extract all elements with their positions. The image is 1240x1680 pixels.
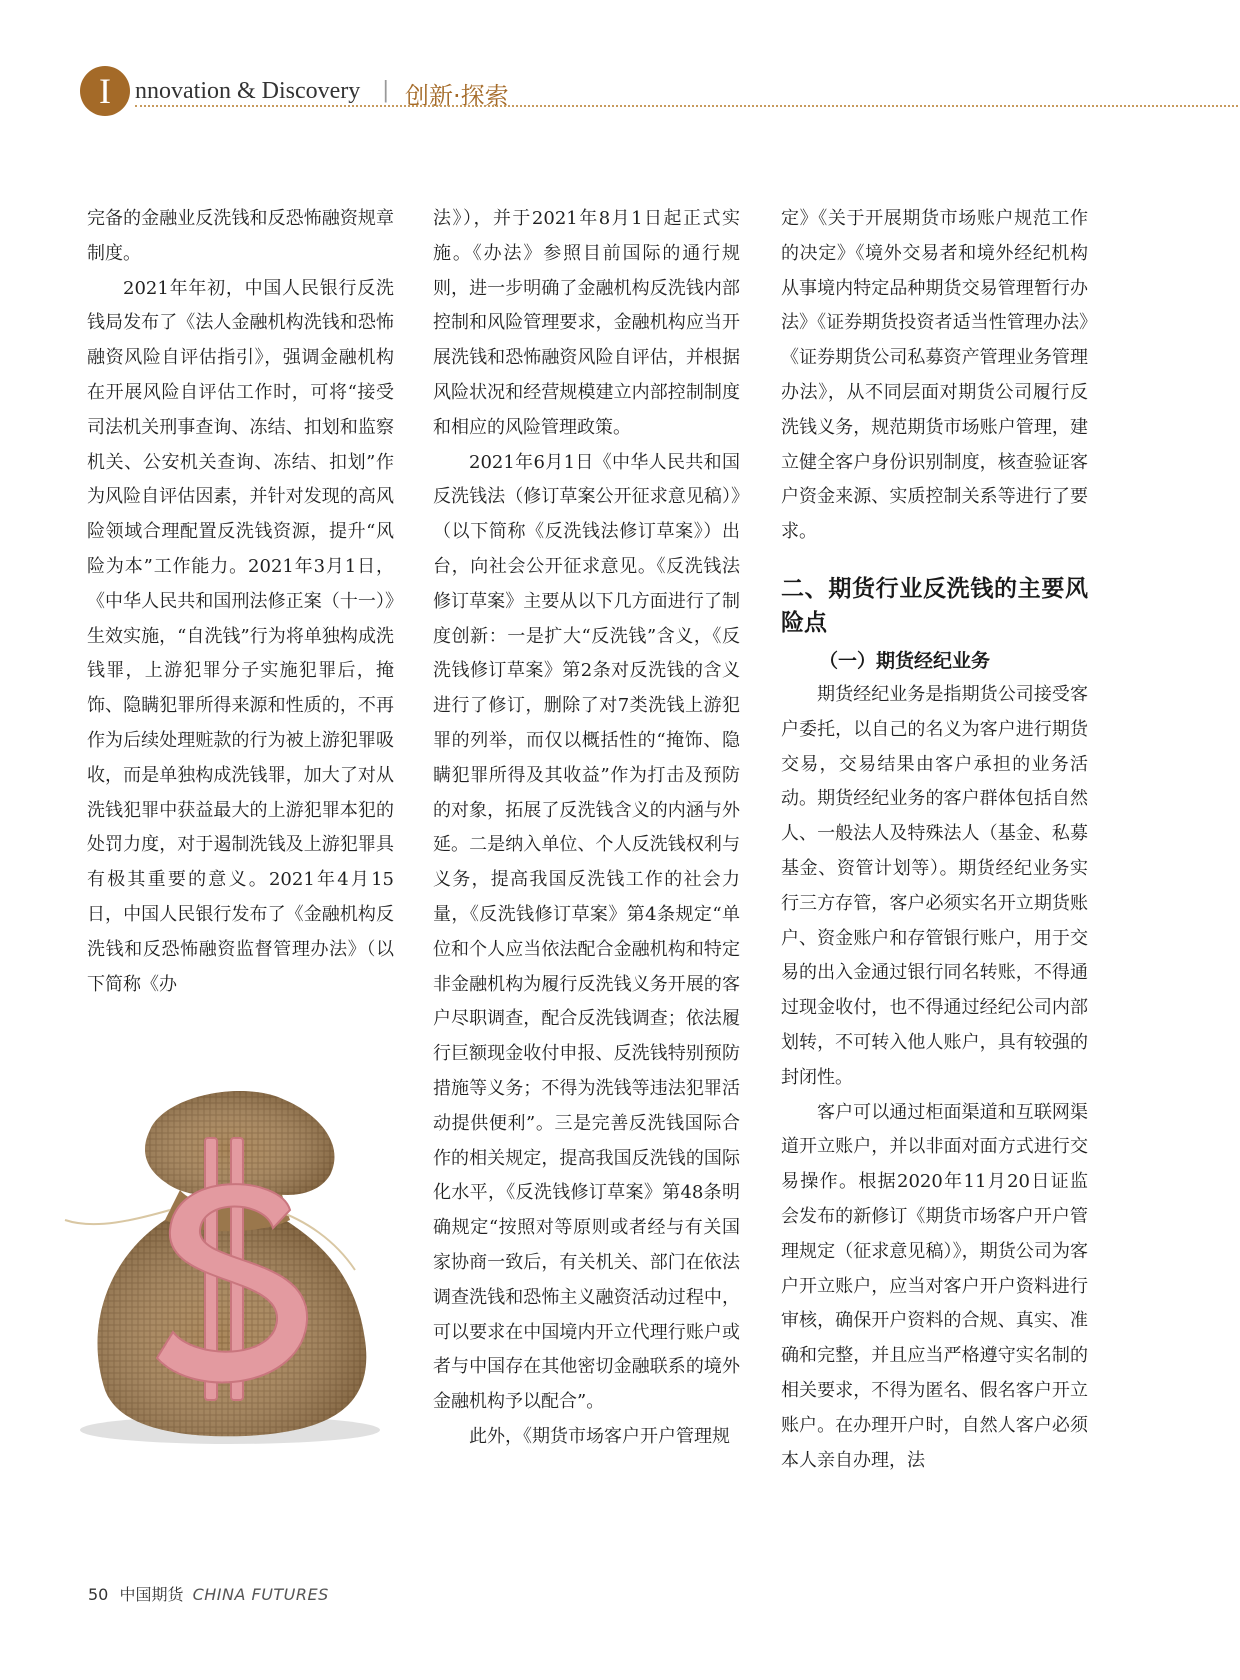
page-footer (88, 1582, 329, 1605)
paragraph: 此外，《期货市场客户开户管理规 (469, 1425, 730, 1447)
paragraph: 2021年年初，中国人民银行反洗钱局发布了《法人金融机构洗钱和恐怖融资风险自评估指引》，强调金融机构在开展风险自评估工作时，可将“接受司法机关刑事查询、冻结、扣划和监察机关、公安机关查询、冻结、扣划”作为风险自评估因素，并针对发现的高风险领域合理配置反洗钱资源，提升“风险为本”工作能力。2021年3月1日，《中华人民共和国刑法修正案（十一）》生效实施，“自洗钱”行为将单独构成洗钱罪，上游犯罪分子实施犯罪后，掩饰、隐瞒犯罪所得来源和性质的，不再作为后续处理赃款的行为被上游犯罪吸收，而是单独构成洗钱罪，加大了对从洗钱犯罪中获益最大的上游犯罪本犯的处罚力度，对于遏制洗钱及上游犯罪具有极其重要的意义。2021年4月15日，中国人民银行发布了《金融机构反洗钱和反恐怖融资监督管理办法》（以下简称《办 (87, 277, 394, 995)
page-header (80, 60, 1240, 120)
text-column-2 (433, 202, 740, 1455)
text-column-3 (781, 202, 1088, 1478)
money-bag-illustration (45, 1070, 405, 1450)
paragraph: 2021年6月1日《中华人民共和国反洗钱法（修订草案公开征求意见稿）》（以下简称《反洗钱法修订草案》）出台，向社会公开征求意见。《反洗钱法修订草案》主要从以下几方面进行了制度创新：一是扩大“反洗钱”含义，《反洗钱修订草案》第2条对反洗钱的含义进行了修订，删除了对7类洗钱上游犯罪的列举，而仅以概括性的“掩饰、隐瞒犯罪所得及其收益”作为打击及预防的对象，拓展了反洗钱含义的内涵与外延。二是纳入单位、个人反洗钱权利与义务，提高我国反洗钱工作的社会力量，《反洗钱修订草案》第4条规定“单位和个人应当依法配合金融机构和特定非金融机构为履行反洗钱义务开展的客户尽职调查，配合反洗钱调查；依法履行巨额现金收付申报、反洗钱特别预防措施等义务；不得为洗钱等违法犯罪活动提供便利”。三是完善反洗钱国际合作的相关规定，提高我国反洗钱的国际化水平，《反洗钱修订草案》第48条明确规定“按照对等原则或者经与有关国家协商一致后，有关机关、部门在依法调查洗钱和恐怖主义融资活动过程中，可以要求在中国境内开立代理行账户或者与中国存在其他密切金融联系的境外金融机构予以配合”。 (433, 451, 740, 1413)
paragraph: 客户可以通过柜面渠道和互联网渠道开立账户，并以非面对面方式进行交易操作。根据2020年11月20日证监会发布的新修订《期货市场客户开户管理规定（征求意见稿）》，期货公司为客户开立账户，应当对客户开户资料进行审核，确保开户资料的合规、真实、准确和完整，并且应当严格遵守实名制的相关要求，不得为匿名、假名客户开立账户。在办理开户时，自然人客户必须本人亲自办理，法 (781, 1101, 1088, 1471)
paragraph: 期货经纪业务是指期货公司接受客户委托，以自己的名义为客户进行期货交易，交易结果由客户承担的业务活动。期货经纪业务的客户群体包括自然人、一般法人及特殊法人（基金、私募基金、资管计划等）。期货经纪业务实行三方存管，客户必须实名开立期货账户、资金账户和存管银行账户，用于交易的出入金通过银行同名转账，不得通过现金收付，也不得通过经纪公司内部划转，不可转入他人账户，具有较强的封闭性。 (781, 683, 1088, 1088)
subsection-heading: （一）期货经纪业务 (819, 649, 991, 672)
paragraph: 法》），并于2021年8月1日起正式实施。《办法》参照目前国际的通行规则，进一步明确了金融机构反洗钱内部控制和风险管理要求，金融机构应当开展洗钱和恐怖融资风险自评估，并根据风险状况和经营规模建立内部控制制度和相应的风险管理政策。 (433, 208, 740, 438)
paragraph: 定》《关于开展期货市场账户规范工作的决定》《境外交易者和境外经纪机构从事境内特定品种期货交易管理暂行办法》《证券期货投资者适当性管理办法》《证券期货公司私募资产管理业务管理办法》，从不同层面对期货公司履行反洗钱义务，规范期货市场账户管理，建立健全客户身份识别制度，核查验证客户资金来源、实质控制关系等进行了要求。 (781, 208, 1088, 543)
magazine-name-en: CHINA FUTURES (192, 1585, 329, 1604)
header-dotted-rule (135, 105, 1240, 107)
paragraph: 完备的金融业反洗钱和反恐怖融资规章制度。 (87, 208, 394, 264)
text-column-1 (87, 202, 394, 1002)
section-heading: 二、期货行业反洗钱的主要风险点 (781, 575, 1088, 636)
header-divider: | (382, 78, 390, 103)
series-initial-badge: I (80, 66, 130, 116)
money-bag-icon (45, 1070, 405, 1450)
series-title-en: nnovation & Discovery (135, 78, 361, 104)
series-title-zh: 创新·探索 (405, 82, 509, 110)
page-number: 50 (88, 1585, 109, 1604)
magazine-name-zh: 中国期货 (119, 1585, 184, 1604)
